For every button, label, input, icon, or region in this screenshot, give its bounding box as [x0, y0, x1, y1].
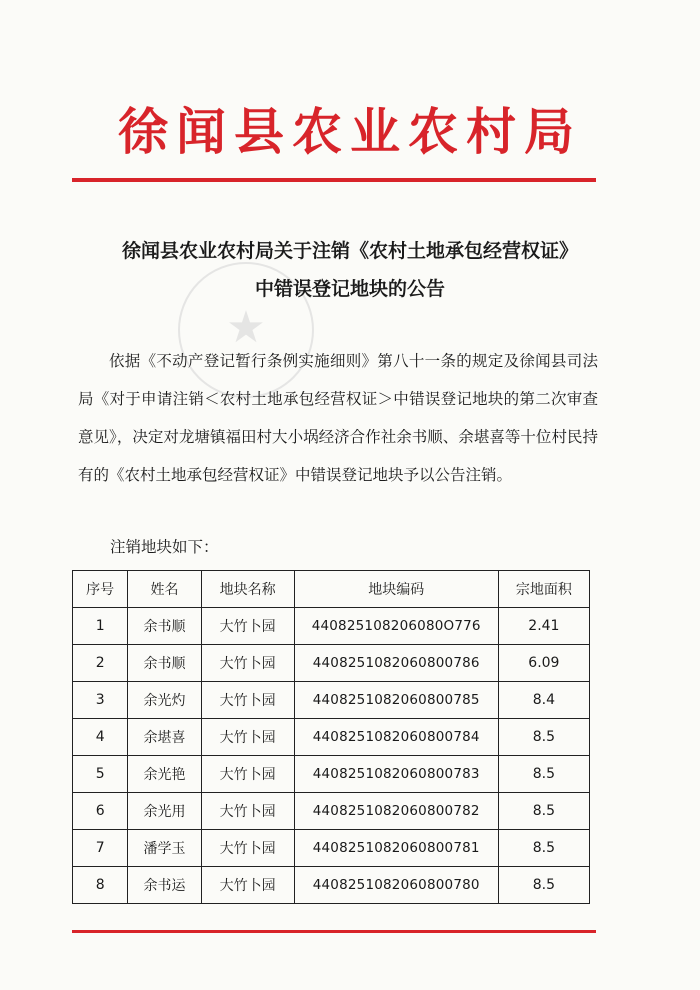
table-header-row [73, 571, 590, 608]
cell-code: 4408251082060800782 [294, 793, 498, 830]
table-row [73, 682, 590, 719]
cell-no: 3 [73, 682, 128, 719]
cell-plot: 大竹卜园 [201, 756, 294, 793]
cell-name: 余书顺 [128, 608, 201, 645]
header-no: 序号 [73, 571, 128, 608]
cell-no: 7 [73, 830, 128, 867]
cell-name: 余书运 [128, 867, 201, 904]
cell-area: 8.4 [498, 682, 589, 719]
cell-no: 6 [73, 793, 128, 830]
cell-name: 余书顺 [128, 645, 201, 682]
notice-title [40, 232, 660, 308]
cell-area: 8.5 [498, 719, 589, 756]
cell-code: 4408251082060800780 [294, 867, 498, 904]
cell-area: 8.5 [498, 793, 589, 830]
header-code: 地块编码 [294, 571, 498, 608]
cell-plot: 大竹卜园 [201, 645, 294, 682]
cell-name: 余堪喜 [128, 719, 201, 756]
cell-plot: 大竹卜园 [201, 830, 294, 867]
cell-no: 4 [73, 719, 128, 756]
seal-star-icon: ★ [226, 302, 266, 353]
cell-code: 4408251082060800783 [294, 756, 498, 793]
table-row [73, 719, 590, 756]
cell-code: 4408251082060800786 [294, 645, 498, 682]
table-row [73, 830, 590, 867]
org-letterhead: 徐闻县农业农村局 [118, 103, 582, 161]
cell-plot: 大竹卜园 [201, 867, 294, 904]
cell-name: 余光用 [128, 793, 201, 830]
footer-divider [72, 930, 596, 933]
notice-body: 依据《不动产登记暂行条例实施细则》第八十一条的规定及徐闻县司法局《对于申请注销＜农村土地承包经营权证＞中错误登记地块的第二次审查意见》，决定对龙塘镇福田村大小埚经济合作社余书顺、余堪喜等十位村民持有的《农村土地承包经营权证》中错误登记地块予以公告注销。 [78, 352, 598, 484]
table-row [73, 608, 590, 645]
cell-code: 4408251082060800785 [294, 682, 498, 719]
cell-area: 8.5 [498, 867, 589, 904]
cell-area: 2.41 [498, 608, 589, 645]
cell-area: 6.09 [498, 645, 589, 682]
table-row [73, 756, 590, 793]
header-name: 姓名 [128, 571, 201, 608]
cell-plot: 大竹卜园 [201, 719, 294, 756]
cell-code: 440825108206080O776 [294, 608, 498, 645]
table-row [73, 867, 590, 904]
cell-name: 潘学玉 [128, 830, 201, 867]
cell-area: 8.5 [498, 830, 589, 867]
cell-plot: 大竹卜园 [201, 682, 294, 719]
cell-no: 8 [73, 867, 128, 904]
table-row [73, 645, 590, 682]
cell-plot: 大竹卜园 [201, 793, 294, 830]
cell-code: 4408251082060800781 [294, 830, 498, 867]
cell-no: 5 [73, 756, 128, 793]
cell-code: 4408251082060800784 [294, 719, 498, 756]
notice-title-line2: 中错误登记地块的公告 [254, 278, 445, 300]
cell-no: 1 [73, 608, 128, 645]
cell-plot: 大竹卜园 [201, 608, 294, 645]
table-row [73, 793, 590, 830]
list-intro: 注销地块如下： [110, 538, 219, 556]
plot-table [72, 570, 590, 904]
notice-title-line1: 徐闻县农业农村局关于注销《农村土地承包经营权证》 [121, 240, 578, 262]
header-area: 宗地面积 [498, 571, 589, 608]
cell-name: 余光艳 [128, 756, 201, 793]
header-divider [72, 178, 596, 182]
cell-name: 余光灼 [128, 682, 201, 719]
header-plot: 地块名称 [201, 571, 294, 608]
cell-area: 8.5 [498, 756, 589, 793]
cell-no: 2 [73, 645, 128, 682]
